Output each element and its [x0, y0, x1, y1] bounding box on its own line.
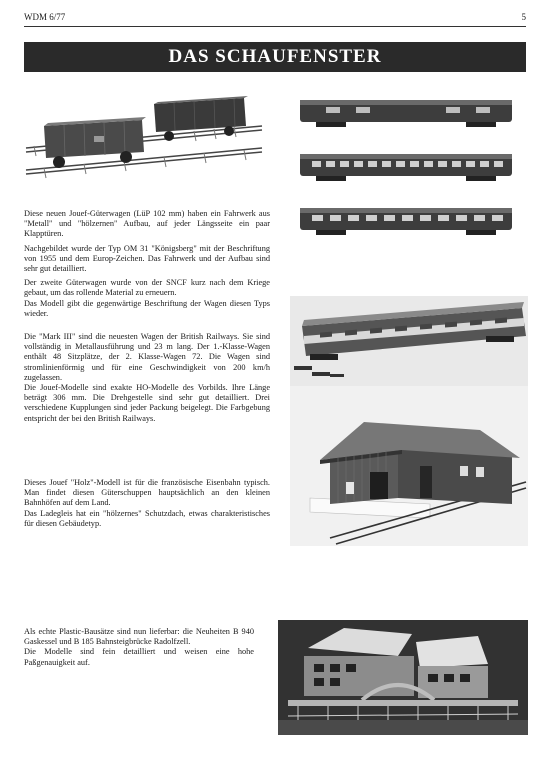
- paragraph: Die Jouef-Modelle sind exakte HO-Modelle des Vorbilds. Ihre Länge beträgt 306 mm. Die Drehgestelle sind sehr gut detailliert. Drei verschiedene Kupplungen sind jeder Packung beigelegt. Die Farbgebung entspricht der bei den British Railways.: [24, 383, 270, 423]
- text-freight-wagons: [24, 209, 270, 323]
- goods-shed-photo: [290, 386, 528, 546]
- paragraph: Dieses Jouef "Holz"-Modell ist für die französische Eisenbahn typisch. Man findet diesen Güterschuppen hauptsächlich an den kleinen Bahnhöfen auf dem Land.: [24, 478, 270, 508]
- header-rule: [24, 26, 526, 27]
- section-banner: [24, 42, 526, 72]
- text-mark-iii: [24, 332, 270, 428]
- paragraph: Diese neuen Jouef-Güterwagen (LüP 102 mm) haben ein Fahrwerk aus "Metall" und "hölzernen" Aufbau, auf jeder Längsseite ein paar Klapptüren.: [24, 209, 270, 239]
- issue-label: WDM 6/77: [24, 12, 66, 22]
- text-plastic-kits: [24, 627, 254, 672]
- page-number: 5: [521, 12, 526, 22]
- paragraph: Das Modell gibt die gegenwärtige Beschriftung der Wagen diesen Typs wieder.: [24, 298, 270, 318]
- text-goods-shed: [24, 478, 270, 533]
- paragraph: Nachgebildet wurde der Typ OM 31 "Königsberg" mit der Beschriftung von 1955 und dem Europ-Zeichen. Das Fahrwerk und der Aufbau sind sehr gut detailliert.: [24, 243, 270, 274]
- paragraph: Der zweite Güterwagen wurde von der SNCF kurz nach dem Kriege gebaut, um das rollende Material zu erneuern.: [24, 278, 270, 298]
- passenger-coaches-photo: [296, 94, 518, 244]
- paragraph: Als echte Plastic-Bausätze sind nun lieferbar: die Neuheiten B 940 Gaskessel und B 185 Bahnsteigbrücke Radolfzell.: [24, 627, 254, 647]
- banner-title: DAS SCHAUFENSTER: [168, 46, 382, 67]
- paragraph: Die Modelle sind fein detailliert und weisen eine hohe Paßgenauigkeit auf.: [24, 647, 254, 667]
- paragraph: Die "Mark III" sind die neuesten Wagen der British Railways. Sie sind vollständig in Metallausführung und 23 m lang. Der 1.-Klasse-Wagen enthält 48 Sitzplätze, der 2. Klasse-Wagen 72. Die Wagen sind stromlinienförmig und für eine Geschwindigkeit von 200 km/h zugelassen.: [24, 332, 270, 382]
- freight-wagons-photo: [24, 86, 264, 186]
- plastic-kits-photo: [278, 620, 528, 735]
- mark-iii-coach-photo: [290, 296, 528, 386]
- paragraph: Das Ladegleis hat ein "hölzernes" Schutzdach, etwas charakteristisches für diesen Gebäudetyp.: [24, 508, 270, 528]
